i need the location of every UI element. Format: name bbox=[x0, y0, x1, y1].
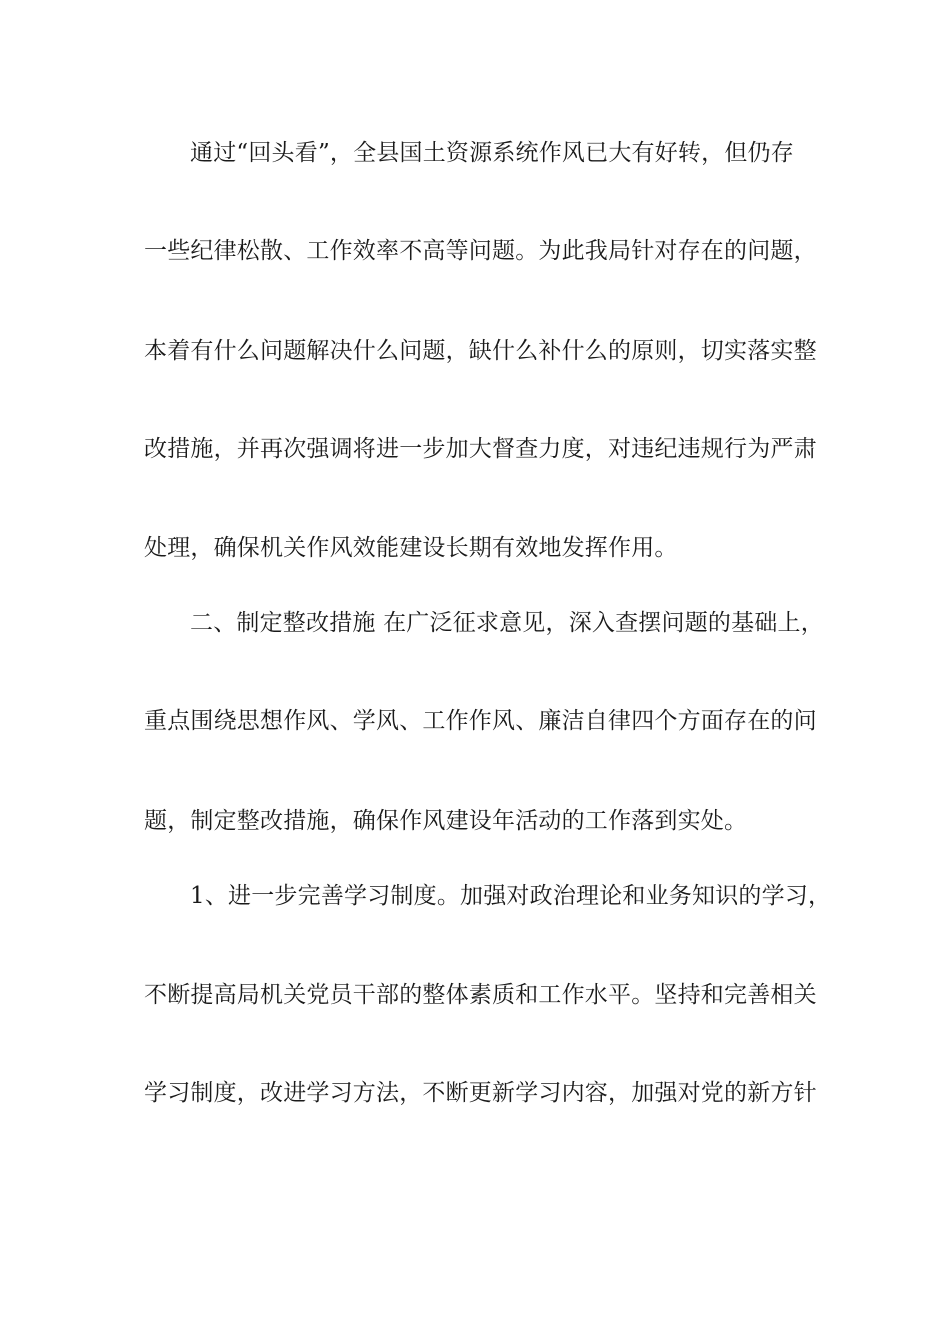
paragraph-line: 通过“回头看”，全县国土资源系统作风已大有好转，但仍存 bbox=[190, 140, 794, 166]
paragraph-line: 不断提高局机关党员干部的整体素质和工作水平。坚持和完善相关 bbox=[144, 982, 817, 1008]
list-item-line: 1、进一步完善学习制度。加强对政治理论和业务知识的学习， bbox=[190, 883, 832, 909]
paragraph-line: 本着有什么问题解决什么问题，缺什么补什么的原则，切实落实整 bbox=[144, 338, 817, 364]
paragraph-line: 一些纪律松散、工作效率不高等问题。为此我局针对存在的问题， bbox=[144, 238, 817, 264]
paragraph-line: 学习制度，改进学习方法，不断更新学习内容，加强对党的新方针 bbox=[144, 1080, 817, 1106]
paragraph-line: 重点围绕思想作风、学风、工作作风、廉洁自律四个方面存在的问 bbox=[144, 708, 817, 734]
paragraph-line: 处理，确保机关作风效能建设长期有效地发挥作用。 bbox=[144, 535, 678, 561]
paragraph-line: 题，制定整改措施，确保作风建设年活动的工作落到实处。 bbox=[144, 808, 748, 834]
paragraph-line: 改措施，并再次强调将进一步加大督查力度，对违纪违规行为严肃 bbox=[144, 436, 817, 462]
section-heading-line: 二、制定整改措施 在广泛征求意见，深入查摆问题的基础上， bbox=[190, 610, 824, 636]
